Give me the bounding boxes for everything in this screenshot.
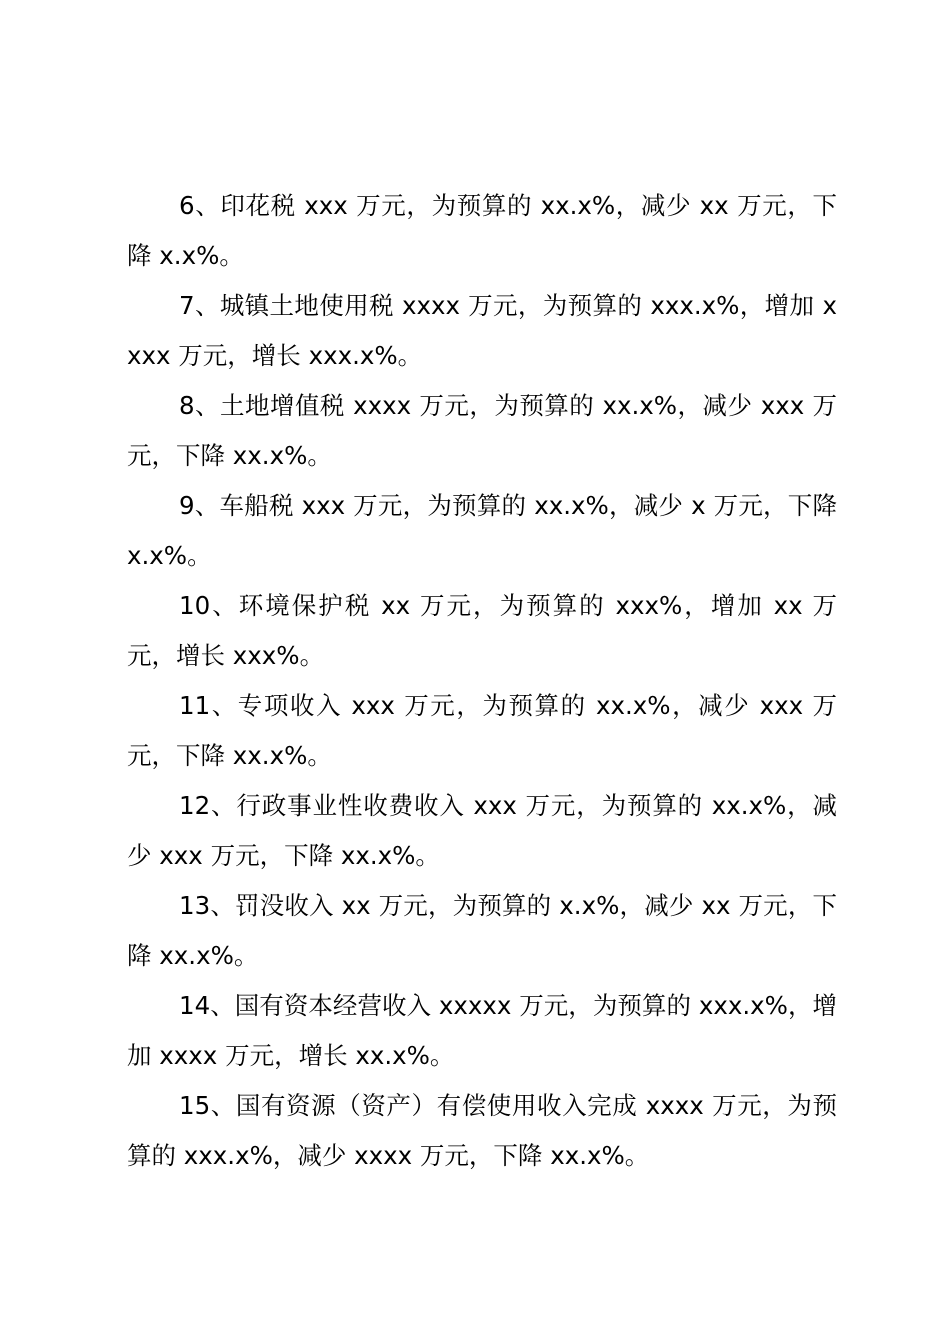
- document-body: [127, 181, 837, 1181]
- paragraph-item-15: 15、国有资源（资产）有偿使用收入完成 xxxx 万元，为预算的 xxx.x%，减少 xxxx 万元，下降 xx.x%。: [127, 1091, 837, 1170]
- paragraph-item-8: 8、土地增值税 xxxx 万元，为预算的 xx.x%，减少 xxx 万元，下降 xx.x%。: [127, 391, 837, 470]
- paragraph-item-14: 14、国有资本经营收入 xxxxx 万元，为预算的 xxx.x%，增加 xxxx 万元，增长 xx.x%。: [127, 991, 837, 1070]
- paragraph-item-6: 6、印花税 xxx 万元，为预算的 xx.x%，减少 xx 万元，下降 x.x%。: [127, 191, 837, 270]
- paragraph-item-12: 12、行政事业性收费收入 xxx 万元，为预算的 xx.x%，减少 xxx 万元，下降 xx.x%。: [127, 791, 837, 870]
- paragraph-item-7: 7、城镇土地使用税 xxxx 万元，为预算的 xxx.x%，增加 xxxx 万元，增长 xxx.x%。: [127, 291, 837, 370]
- paragraph-item-10: 10、环境保护税 xx 万元，为预算的 xxx%，增加 xx 万元，增长 xxx%。: [127, 591, 837, 670]
- paragraph-item-11: 11、专项收入 xxx 万元，为预算的 xx.x%，减少 xxx 万元，下降 xx.x%。: [127, 691, 837, 770]
- paragraph-item-13: 13、罚没收入 xx 万元，为预算的 x.x%，减少 xx 万元，下降 xx.x%。: [127, 891, 837, 970]
- paragraph-item-9: 9、车船税 xxx 万元，为预算的 xx.x%，减少 x 万元，下降 x.x%。: [127, 491, 837, 570]
